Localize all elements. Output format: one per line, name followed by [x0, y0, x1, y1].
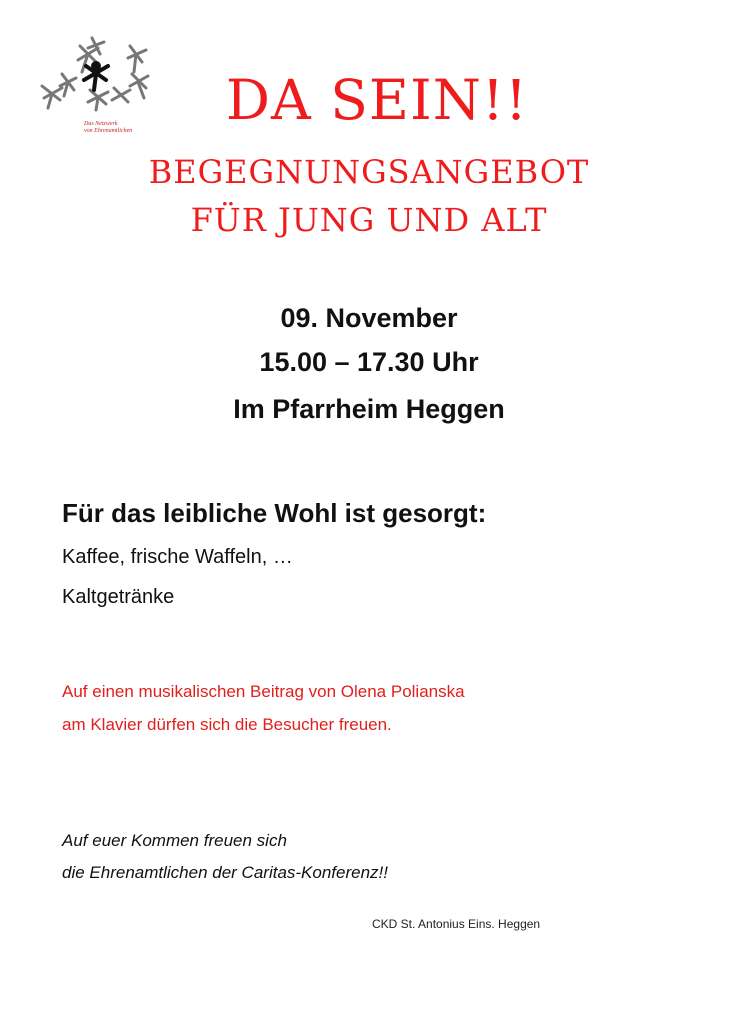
closing-line2: die Ehrenamtlichen der Caritas-Konferenz!!	[62, 863, 388, 882]
food-item: Kaffee, frische Waffeln, …	[62, 546, 293, 568]
signature: CKD St. Antonius Eins. Heggen	[372, 917, 541, 931]
music-note-line1: Auf einen musikalischen Beitrag von Olena Polianska	[62, 682, 465, 701]
music-note-line2: am Klavier dürfen sich die Besucher freuen.	[62, 715, 392, 734]
food-item: Kaltgetränke	[62, 586, 175, 608]
subtitle-line1: BEGEGNUNGSANGEBOT	[148, 153, 590, 191]
logo-caption-line2: von Ehrenamtlichen	[84, 128, 133, 134]
event-location: Im Pfarrheim Heggen	[233, 394, 505, 424]
event-time: 15.00 – 17.30 Uhr	[259, 347, 479, 377]
subtitle-line2: FÜR JUNG UND ALT	[190, 201, 548, 239]
event-date: 09. November	[280, 303, 458, 333]
food-heading: Für das leibliche Wohl ist gesorgt:	[62, 498, 487, 528]
logo-caption-line1: Das Netzwerk	[84, 121, 118, 127]
closing-line1: Auf euer Kommen freuen sich	[62, 831, 287, 850]
page-title: DA SEIN!!	[225, 68, 529, 132]
